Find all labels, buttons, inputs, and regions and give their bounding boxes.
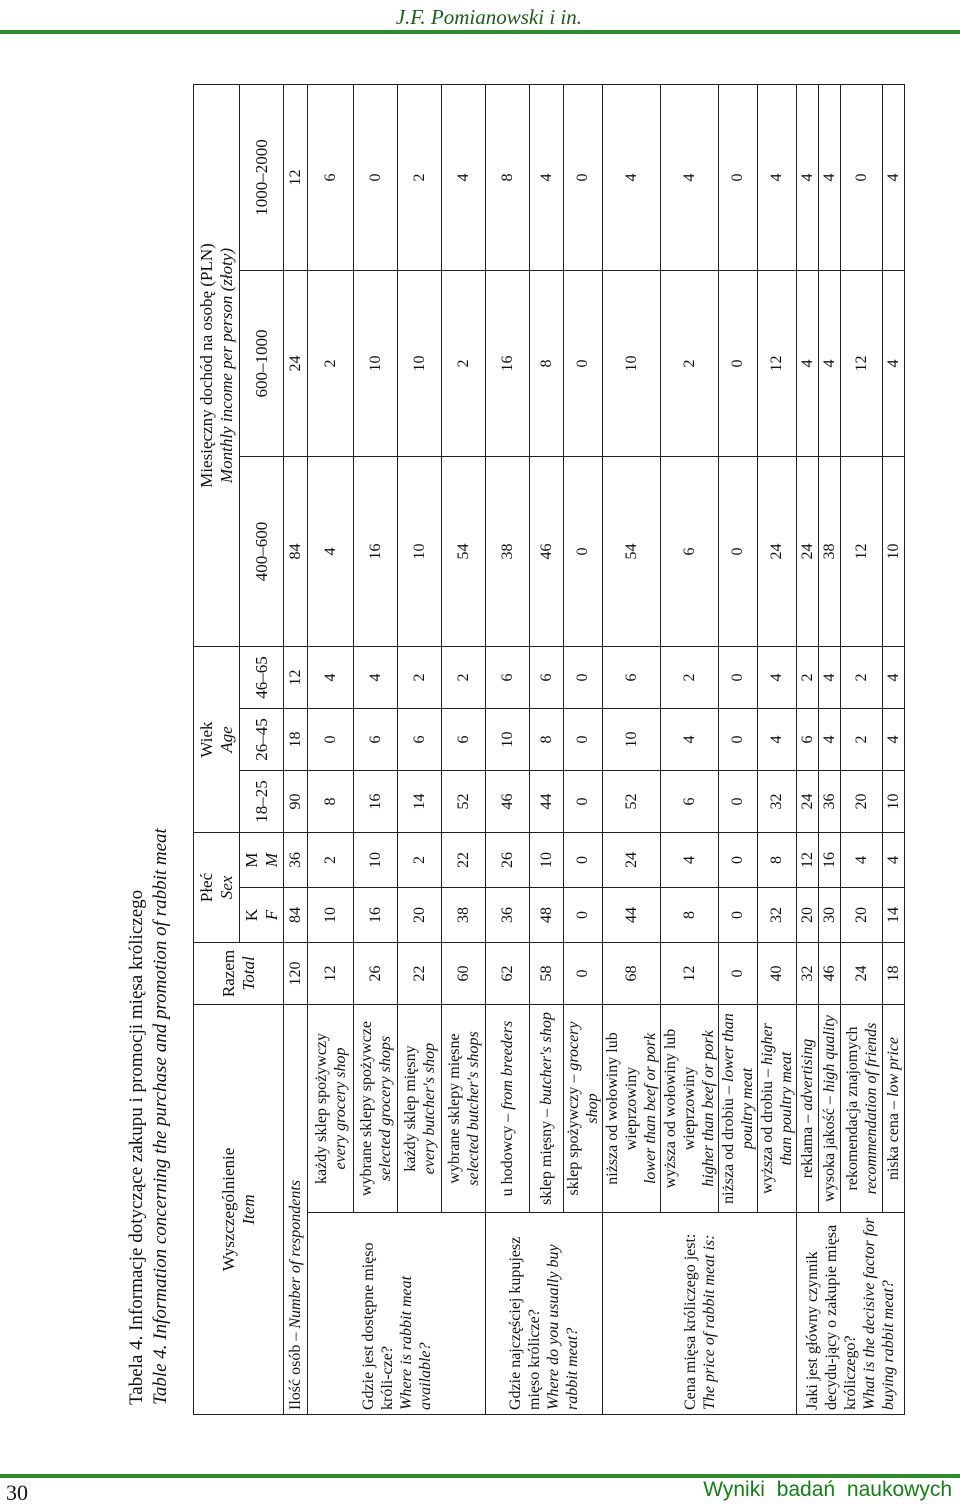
- value-cell: 8: [486, 84, 530, 270]
- value-cell: 4: [758, 647, 797, 709]
- answer-en: higher than beef or pork: [700, 1030, 717, 1187]
- value-cell: 0: [564, 943, 603, 1005]
- value-cell: 6: [486, 647, 530, 709]
- answer-pl: niższa od drobiu –: [720, 1082, 737, 1204]
- value-cell: 6: [797, 709, 819, 771]
- value-cell: 10: [486, 709, 530, 771]
- answer-en: from breeders: [499, 1020, 516, 1110]
- value-cell: 32: [758, 888, 797, 943]
- answer-en: higher than poultry meat: [759, 1023, 795, 1166]
- value-cell: 6: [603, 647, 661, 709]
- value-cell: 0: [841, 84, 883, 270]
- male-header-en: M: [261, 852, 281, 868]
- value-cell: 4: [442, 84, 486, 270]
- answer-en: selected grocery shops: [376, 1035, 394, 1182]
- respondents-label: [284, 1005, 308, 1415]
- value-cell: 22: [442, 833, 486, 888]
- respondents-label-pl: Ilość osób –: [287, 1328, 304, 1410]
- value-cell: 38: [819, 457, 841, 647]
- question-pl: Gdzie najczęściej kupujesz mięso królicze?: [507, 1236, 543, 1410]
- value-cell: 52: [603, 771, 661, 833]
- value-cell: 44: [530, 771, 564, 833]
- value-cell: 0: [719, 888, 758, 943]
- item-header-en: Item: [238, 1194, 258, 1225]
- value-cell: 0: [564, 271, 603, 457]
- answer-en: selected butcher's shops: [464, 1031, 482, 1186]
- value-cell: 10: [354, 833, 398, 888]
- answer-cell: [486, 1005, 530, 1213]
- question-cell: [797, 1213, 905, 1415]
- value-cell: 0: [719, 771, 758, 833]
- income-header: [194, 84, 240, 646]
- value-cell: 24: [758, 457, 797, 647]
- answer-cell: [819, 1005, 841, 1213]
- respondents-label-en: Number of respondents: [287, 1179, 304, 1329]
- value-cell: 16: [354, 457, 398, 647]
- value-cell: 4: [758, 84, 797, 270]
- question-pl: Jaki jest główny czynnik decydu-jący o zakupie mięsa króliczego?: [804, 1224, 859, 1410]
- value-cell: 10: [603, 709, 661, 771]
- value-cell: 26: [354, 943, 398, 1005]
- answer-pl: reklama –: [799, 1110, 816, 1179]
- value-cell: 0: [719, 833, 758, 888]
- value-cell: 4: [841, 833, 883, 888]
- respondents-row: [284, 84, 308, 1414]
- answer-pl: niższa od wołowiny lub wieprzowiny: [604, 1032, 640, 1185]
- value-cell: 4: [354, 647, 398, 709]
- total-header-pl: Razem: [218, 949, 238, 998]
- answer-pl: u hodowcy –: [499, 1109, 516, 1197]
- total-header: [194, 943, 284, 1005]
- value-cell: 6: [661, 771, 719, 833]
- value-cell: 12: [284, 84, 308, 270]
- value-cell: 10: [603, 271, 661, 457]
- value-cell: 10: [883, 457, 905, 647]
- answer-pl: wybrane sklepy mięsne: [445, 1033, 463, 1184]
- value-cell: 10: [354, 271, 398, 457]
- answer-en: every butcher's shop: [420, 1042, 438, 1175]
- value-cell: 12: [284, 647, 308, 709]
- value-cell: 2: [308, 833, 354, 888]
- age-header-en: Age: [216, 726, 236, 753]
- value-cell: 36: [819, 771, 841, 833]
- answer-cell: [841, 1005, 883, 1213]
- answer-cell: [530, 1005, 564, 1213]
- question-pl: Cena mięsa króliczego jest:: [681, 1233, 699, 1410]
- answer-cell: [719, 1005, 758, 1213]
- value-cell: 10: [308, 888, 354, 943]
- value-cell: 20: [841, 771, 883, 833]
- value-cell: 10: [398, 271, 442, 457]
- value-cell: 54: [442, 457, 486, 647]
- sex-header-en: Sex: [216, 875, 236, 900]
- answer-en: lower than beef or pork: [642, 1032, 659, 1185]
- value-cell: 0: [564, 457, 603, 647]
- value-cell: 24: [841, 943, 883, 1005]
- value-cell: 4: [530, 84, 564, 270]
- value-cell: 52: [442, 771, 486, 833]
- answer-pl: rekomendacja znajomych: [843, 1026, 861, 1191]
- value-cell: 0: [564, 888, 603, 943]
- rotated-table-block: [121, 85, 902, 1415]
- value-cell: 4: [661, 833, 719, 888]
- value-cell: 4: [883, 271, 905, 457]
- value-cell: 2: [442, 271, 486, 457]
- question-en: Where do you usually buy rabbit meat?: [545, 1244, 581, 1410]
- value-cell: 0: [354, 84, 398, 270]
- answer-en: lower than poultry meat: [720, 1013, 756, 1150]
- value-cell: 38: [486, 457, 530, 647]
- value-cell: 4: [819, 647, 841, 709]
- value-cell: 12: [841, 271, 883, 457]
- value-cell: 2: [841, 647, 883, 709]
- value-cell: 20: [398, 888, 442, 943]
- value-cell: 4: [661, 709, 719, 771]
- value-cell: 6: [442, 709, 486, 771]
- value-cell: 12: [661, 943, 719, 1005]
- table-row: [797, 84, 819, 1414]
- value-cell: 30: [819, 888, 841, 943]
- question-cell: [308, 1213, 486, 1415]
- answer-en: low price: [885, 1036, 902, 1097]
- value-cell: 16: [486, 271, 530, 457]
- answer-en: high quality: [821, 1015, 838, 1093]
- value-cell: 2: [841, 709, 883, 771]
- value-cell: 20: [797, 888, 819, 943]
- value-cell: 38: [442, 888, 486, 943]
- answer-pl: wyższa od wołowiny lub wieprzowiny: [662, 1028, 698, 1189]
- question-en: What is the decisive factor for buying rabbit meat?: [861, 1217, 897, 1410]
- value-cell: 4: [883, 84, 905, 270]
- answer-pl: niska cena –: [885, 1096, 902, 1181]
- value-cell: 4: [758, 709, 797, 771]
- question-cell: [603, 1213, 797, 1415]
- answer-cell: [661, 1005, 719, 1213]
- value-cell: 4: [819, 84, 841, 270]
- value-cell: 14: [398, 771, 442, 833]
- header-row-1: [194, 84, 240, 1414]
- answer-cell: [603, 1005, 661, 1213]
- answer-cell: [883, 1005, 905, 1213]
- value-cell: 18: [284, 709, 308, 771]
- value-cell: 8: [308, 771, 354, 833]
- value-cell: 10: [883, 771, 905, 833]
- value-cell: 0: [564, 647, 603, 709]
- value-cell: 20: [841, 888, 883, 943]
- answer-cell: [442, 1005, 486, 1213]
- female-header-en: F: [261, 909, 281, 921]
- footer-journal-title: Wyniki badań naukowych: [703, 1478, 952, 1501]
- value-cell: 24: [797, 771, 819, 833]
- caption-english: Table 4. Information concerning the purchase and promotion of rabbit meat: [150, 828, 171, 1405]
- value-cell: 16: [354, 888, 398, 943]
- value-cell: 12: [797, 833, 819, 888]
- value-cell: 4: [797, 271, 819, 457]
- value-cell: 18: [883, 943, 905, 1005]
- income-400-600-header: 400–600: [240, 457, 284, 647]
- value-cell: 0: [719, 271, 758, 457]
- answer-pl: każdy sklep mięsny: [401, 1045, 419, 1172]
- value-cell: 12: [841, 457, 883, 647]
- answer-en: every grocery shop: [331, 1047, 349, 1170]
- item-header-pl: Wyszczególnienie: [218, 1147, 238, 1272]
- value-cell: 0: [308, 709, 354, 771]
- value-cell: 0: [719, 709, 758, 771]
- table-row: [308, 84, 354, 1414]
- table-row: [603, 84, 661, 1414]
- value-cell: 2: [398, 833, 442, 888]
- value-cell: 4: [308, 457, 354, 647]
- item-header: [194, 1005, 284, 1415]
- value-cell: 60: [442, 943, 486, 1005]
- answer-cell: [797, 1005, 819, 1213]
- value-cell: 2: [398, 84, 442, 270]
- answer-pl: każdy sklep spożywczy: [312, 1032, 330, 1185]
- table-body: [284, 84, 905, 1414]
- value-cell: 10: [398, 457, 442, 647]
- table-caption: [121, 85, 193, 1415]
- running-header-author: J.F. Pomianowski i in.: [395, 5, 582, 29]
- value-cell: 4: [308, 647, 354, 709]
- value-cell: 16: [819, 833, 841, 888]
- value-cell: 2: [308, 271, 354, 457]
- value-cell: 6: [661, 457, 719, 647]
- value-cell: 6: [308, 84, 354, 270]
- age-header-pl: Wiek: [196, 721, 216, 758]
- income-header-en: Monthly income per person (złoty): [216, 247, 236, 484]
- table-row: [486, 84, 530, 1414]
- value-cell: 46: [530, 457, 564, 647]
- value-cell: 2: [398, 647, 442, 709]
- male-header-pl: M: [241, 852, 261, 868]
- value-cell: 8: [530, 271, 564, 457]
- value-cell: 44: [603, 888, 661, 943]
- income-600-1000-header: 600–1000: [240, 271, 284, 457]
- value-cell: 24: [797, 457, 819, 647]
- answer-cell: [354, 1005, 398, 1213]
- value-cell: 26: [486, 833, 530, 888]
- answer-en: recommendation of friends: [862, 1022, 880, 1195]
- answer-cell: [398, 1005, 442, 1213]
- answer-cell: [758, 1005, 797, 1213]
- value-cell: 2: [661, 271, 719, 457]
- answer-cell: [308, 1005, 354, 1213]
- value-cell: 46: [486, 771, 530, 833]
- income-header-pl: Miesięczny dochód na osobę (PLN): [196, 243, 216, 488]
- value-cell: 4: [883, 709, 905, 771]
- value-cell: 4: [661, 84, 719, 270]
- female-header-pl: K: [241, 908, 261, 922]
- question-pl: Gdzie jest dostępne mięso króli-cze?: [359, 1242, 396, 1410]
- value-cell: 84: [284, 457, 308, 647]
- value-cell: 24: [284, 271, 308, 457]
- value-cell: 12: [758, 271, 797, 457]
- answer-en: advertising: [799, 1038, 816, 1111]
- value-cell: 4: [819, 271, 841, 457]
- value-cell: 16: [354, 771, 398, 833]
- value-cell: 4: [819, 709, 841, 771]
- value-cell: 12: [308, 943, 354, 1005]
- value-cell: 0: [564, 84, 603, 270]
- value-cell: 24: [603, 833, 661, 888]
- age-46-65-header: 46–65: [240, 647, 284, 709]
- total-header-en: Total: [238, 956, 258, 991]
- answer-pl: sklep mięsny –: [538, 1104, 555, 1205]
- age-18-25-header: 18–25: [240, 771, 284, 833]
- value-cell: 2: [661, 647, 719, 709]
- female-header: [240, 888, 284, 943]
- value-cell: 0: [719, 943, 758, 1005]
- question-en: The price of rabbit meat is:: [700, 1234, 718, 1410]
- value-cell: 68: [603, 943, 661, 1005]
- age-26-45-header: 26–45: [240, 709, 284, 771]
- value-cell: 84: [284, 888, 308, 943]
- answer-en: grocery shop: [565, 1021, 601, 1124]
- value-cell: 90: [284, 771, 308, 833]
- page-number: 30: [6, 1480, 28, 1505]
- answer-pl: sklep spożywczy –: [565, 1070, 582, 1196]
- value-cell: 62: [486, 943, 530, 1005]
- value-cell: 2: [797, 647, 819, 709]
- value-cell: 4: [883, 647, 905, 709]
- value-cell: 4: [883, 833, 905, 888]
- age-header: [194, 647, 240, 833]
- value-cell: 0: [564, 709, 603, 771]
- value-cell: 6: [354, 709, 398, 771]
- value-cell: 8: [758, 833, 797, 888]
- value-cell: 36: [486, 888, 530, 943]
- value-cell: 0: [719, 84, 758, 270]
- value-cell: 54: [603, 457, 661, 647]
- sex-header-pl: Płeć: [196, 872, 216, 903]
- value-cell: 48: [530, 888, 564, 943]
- rabbit-meat-table: [193, 84, 905, 1415]
- value-cell: 2: [442, 647, 486, 709]
- question-en: Where is rabbit meat available?: [397, 1275, 434, 1410]
- answer-pl: wybrane sklepy spożywcze: [357, 1020, 375, 1197]
- value-cell: 4: [603, 84, 661, 270]
- caption-polish: Tabela 4. Informacje dotyczące zakupu i promocji mięsa króliczego: [126, 889, 147, 1405]
- value-cell: 0: [719, 647, 758, 709]
- answer-cell: [564, 1005, 603, 1213]
- income-1000-2000-header: 1000–2000: [240, 84, 284, 270]
- value-cell: 40: [758, 943, 797, 1005]
- value-cell: 22: [398, 943, 442, 1005]
- answer-en: butcher's shop: [538, 1012, 555, 1105]
- value-cell: 0: [564, 833, 603, 888]
- value-cell: 46: [819, 943, 841, 1005]
- value-cell: 8: [661, 888, 719, 943]
- value-cell: 14: [883, 888, 905, 943]
- value-cell: 32: [758, 771, 797, 833]
- value-cell: 0: [564, 771, 603, 833]
- value-cell: 32: [797, 943, 819, 1005]
- male-header: [240, 833, 284, 888]
- value-cell: 6: [530, 647, 564, 709]
- value-cell: 8: [530, 709, 564, 771]
- value-cell: 10: [530, 833, 564, 888]
- question-cell: [486, 1213, 603, 1415]
- value-cell: 4: [797, 84, 819, 270]
- answer-pl: wysoka jakość –: [821, 1092, 838, 1202]
- value-cell: 120: [284, 943, 308, 1005]
- value-cell: 36: [284, 833, 308, 888]
- value-cell: 6: [398, 709, 442, 771]
- value-cell: 58: [530, 943, 564, 1005]
- answer-pl: wyższa od drobiu –: [759, 1064, 776, 1194]
- sex-header: [194, 833, 240, 943]
- value-cell: 0: [719, 457, 758, 647]
- header-rule: [0, 30, 960, 34]
